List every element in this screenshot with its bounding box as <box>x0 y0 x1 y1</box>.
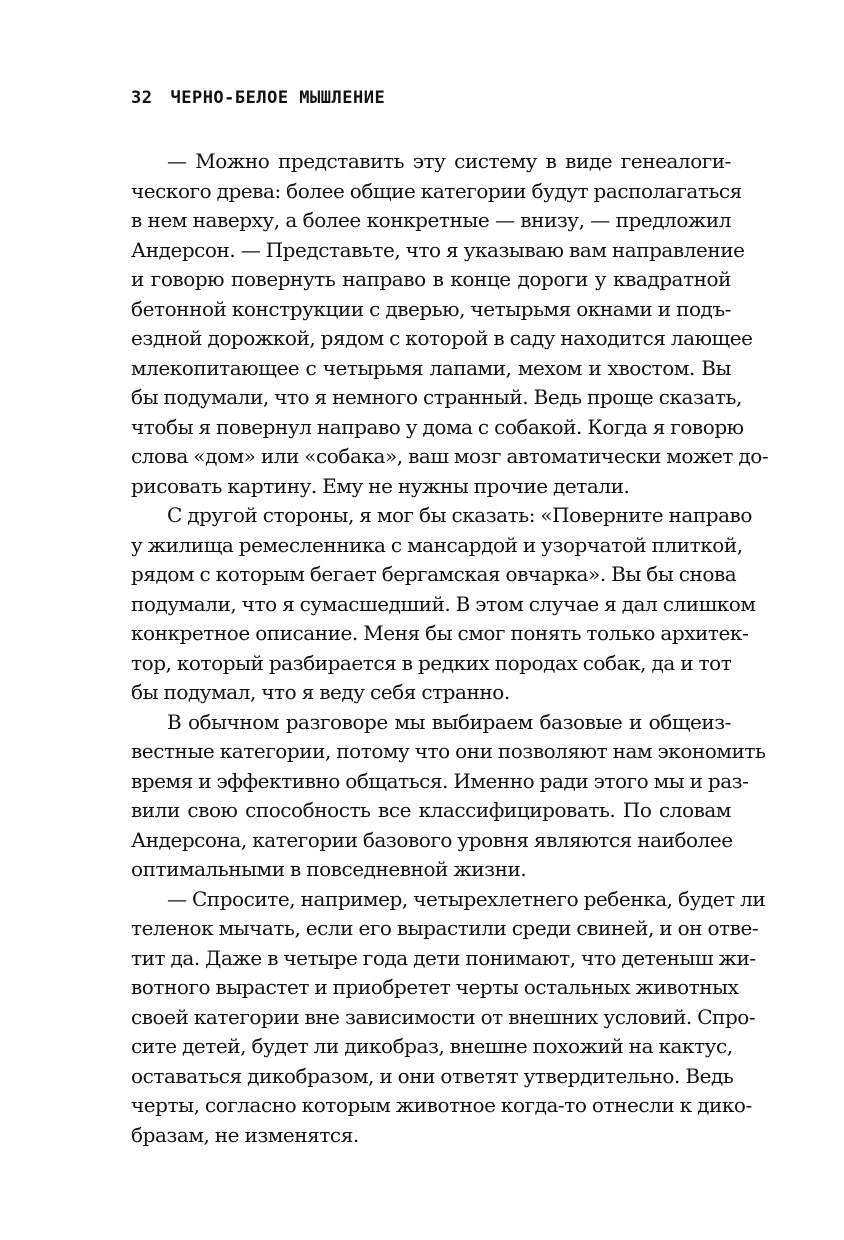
text-line: ездной дорожкой, рядом с которой в саду находится лающее <box>131 326 753 350</box>
text-line: — Спросите, например, четырехлетнего ребенка, будет ли <box>167 886 766 911</box>
running-head <box>131 86 385 110</box>
text-line: чтобы я повернул направо у дома с собакой. Когда я говорю <box>131 414 744 439</box>
text-line: время и эффективно общаться. Именно ради этого мы и раз- <box>131 768 749 793</box>
text-line: Андерсона, категории базового уровня являются наиболее <box>131 827 733 852</box>
text-line: рядом с которым бегает бергамская овчарка». Вы бы снова <box>131 562 737 586</box>
paragraph-4 <box>131 885 766 1151</box>
text-line: бы подумали, что я немного странный. Ведь проще сказать, <box>131 385 742 409</box>
text-line: Андерсон. — Представьте, что я указываю вам направление <box>131 237 745 262</box>
text-line: млекопитающее с четырьмя лапами, мехом и хвостом. Вы <box>131 355 731 380</box>
text-line: — Можно представить эту систему в виде генеалоги- <box>167 149 731 173</box>
text-line: и говорю повернуть направо в конце дороги у квадратной <box>131 267 731 291</box>
text-line: своей категории вне зависимости от внешних условий. Спро- <box>131 1004 756 1029</box>
text-line: у жилища ремесленника с мансардой и узорчатой плиткой, <box>131 532 743 557</box>
text-line: С другой стороны, я мог бы сказать: «Поверните направо <box>167 503 752 527</box>
text-line: конкретное описание. Меня бы смог понять только архитек- <box>131 621 749 645</box>
text-line: оставаться дикобразом, и они ответят утвердительно. Ведь <box>131 1063 734 1088</box>
text-line: подумали, что я сумасшедший. В этом случае я дал слишком <box>131 591 756 616</box>
text-line: вили свою способность все классифицировать. По словам <box>131 798 731 822</box>
text-line: в нем наверху, а более конкретные — внизу, — предложил <box>131 208 731 232</box>
text-line: тор, который разбирается в редких породах собак, да и тот <box>131 650 732 675</box>
text-line: ческого древа: более общие категории будут располагаться <box>131 178 742 203</box>
paragraph-3 <box>131 708 766 885</box>
paragraph-2 <box>131 501 756 708</box>
text-line: оптимальными в повседневной жизни. <box>131 857 527 881</box>
page-number: 32 <box>131 88 153 108</box>
running-title: ЧЕРНО-БЕЛОЕ МЫШЛЕНИЕ <box>170 88 386 108</box>
text-line: вестные категории, потому что они позволяют нам экономить <box>131 739 766 763</box>
text-line: рисовать картину. Ему не нужны прочие детали. <box>131 473 630 498</box>
text-line: черты, согласно которым животное когда-то отнесли к дико- <box>131 1093 752 1117</box>
text-line: В обычном разговоре мы выбираем базовые и общеиз- <box>167 709 731 734</box>
text-line: теленок мычать, если его вырастили среди свиней, и он отве- <box>131 916 759 940</box>
text-line: слова «дом» или «собака», ваш мозг автоматически может до- <box>131 444 769 468</box>
text-line: бы подумал, что я веду себя странно. <box>131 680 510 704</box>
text-line: бетонной конструкции с дверью, четырьмя окнами и подъ- <box>131 296 731 321</box>
text-line: сите детей, будет ли дикобраз, внешне похожий на кактус, <box>131 1034 733 1058</box>
text-line: тит да. Даже в четыре года дети понимают, что детеныш жи- <box>131 945 756 970</box>
paragraph-1 <box>131 147 769 501</box>
text-line: вотного вырастет и приобретет черты остальных животных <box>131 975 739 999</box>
text-line: бразам, не изменятся. <box>131 1122 359 1147</box>
body-text <box>131 147 769 1150</box>
